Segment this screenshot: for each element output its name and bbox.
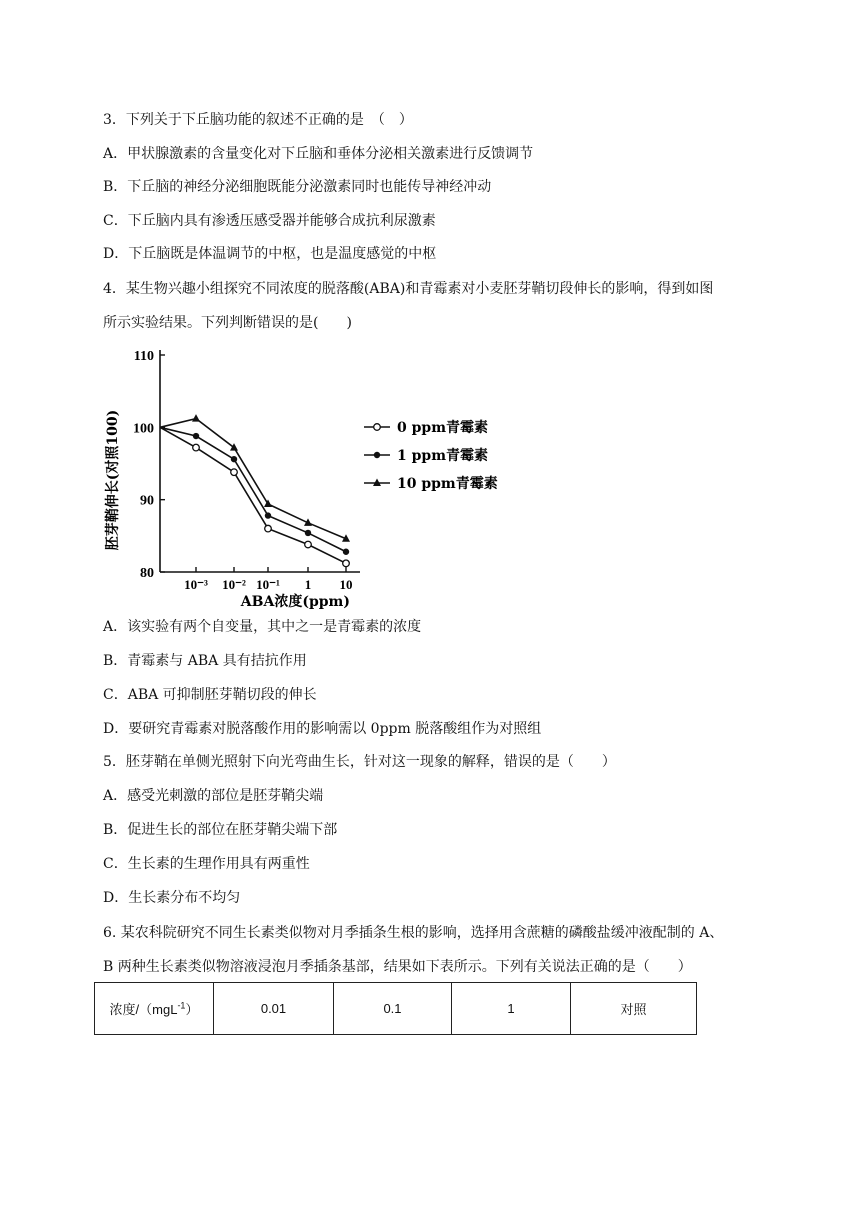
series-line [160, 419, 346, 539]
series-line [160, 427, 346, 551]
concentration-table [94, 982, 697, 1035]
q4-option-b: B．青霉素与 ABA 具有拮抗作用 [103, 653, 307, 669]
q5-option-d: D．生长素分布不均匀 [103, 890, 241, 906]
q6-stem-line2: B 两种生长素类似物溶液浸泡月季插条基部，结果如下表所示。下列有关说法正确的是（ ） [103, 959, 692, 975]
q4-option-a: A．该实验有两个自变量，其中之一是青霉素的浓度 [103, 619, 422, 635]
q3-option-d: D．下丘脑既是体温调节的中枢，也是温度感觉的中枢 [103, 246, 437, 262]
q4-option-d: D．要研究青霉素对脱落酸作用的影响需以 0ppm 脱落酸组作为对照组 [103, 721, 542, 737]
q5-option-b: B．促进生长的部位在胚芽鞘尖端下部 [103, 822, 338, 838]
q3-option-b: B．下丘脑的神经分泌细胞既能分泌激素同时也能传导神经冲动 [103, 179, 492, 195]
q3-option-c: C．下丘脑内具有渗透压感受器并能够合成抗利尿激素 [103, 213, 436, 229]
legend-label: 1 ppm青霉素 [397, 448, 489, 464]
y-tick-label: 80 [140, 566, 154, 581]
chart-legend [364, 419, 498, 492]
x-tick-label: 10 [339, 577, 353, 592]
data-point [192, 414, 200, 422]
x-tick-label: 10⁻¹ [256, 577, 280, 592]
data-point [193, 444, 200, 451]
data-point [305, 541, 312, 548]
data-point [230, 443, 238, 451]
x-tick-label: 1 [304, 577, 312, 592]
table-header-cell: 浓度/（mgL$^{-1}$） [95, 983, 214, 1035]
q6-stem-line1: 6. 某农科院研究不同生长素类似物对月季插条生根的影响，选择用含蔗糖的磷酸盐缓冲液配制的 A、 [103, 925, 724, 941]
x-axis-label: ABA浓度(ppm) [240, 594, 350, 610]
q5-stem: 5．胚芽鞘在单侧光照射下向光弯曲生长，针对这一现象的解释，错误的是（ ） [103, 754, 616, 770]
chart-series [160, 414, 350, 566]
data-point [265, 525, 272, 532]
q5-option-c: C．生长素的生理作用具有两重性 [103, 856, 310, 872]
series-1 [160, 427, 349, 555]
x-tick-label: 10⁻³ [184, 577, 208, 592]
q4-stem-line1: 4．某生物兴趣小组探究不同浓度的脱落酸(ABA)和青霉素对小麦胚芽鞘切段伸长的影响，得到如图 [103, 281, 714, 297]
data-point [343, 560, 350, 567]
series-0 [160, 427, 349, 566]
data-point [231, 456, 237, 462]
data-point [231, 469, 238, 476]
table-cell: 0.01 [214, 983, 334, 1035]
q4-stem-line2: 所示实验结果。下列判断错误的是( ) [103, 315, 352, 331]
q4-option-c: C．ABA 可抑制胚芽鞘切段的伸长 [103, 687, 317, 703]
x-tick-label: 10⁻² [222, 577, 246, 592]
table-cell: 0.1 [334, 983, 452, 1035]
y-axis-label: 胚芽鞘伸长(对照100) [105, 409, 121, 551]
table-cell: 1 [452, 983, 571, 1035]
legend-marker [374, 452, 380, 458]
series-line [160, 427, 346, 563]
q3-stem: 3．下列关于下丘脑功能的叙述不正确的是 （ ） [103, 112, 413, 128]
q3-option-a: A．甲状腺激素的含量变化对下丘脑和垂体分泌相关激素进行反馈调节 [103, 146, 534, 162]
legend-label: 10 ppm青霉素 [397, 476, 498, 492]
table-row [95, 983, 697, 1035]
chart-axes [133, 349, 360, 592]
table-cell: 对照 [571, 983, 697, 1035]
data-point [193, 433, 199, 439]
y-tick-label: 90 [140, 493, 154, 509]
series-2 [160, 414, 350, 542]
data-point [343, 549, 349, 555]
data-point [305, 530, 311, 536]
data-point [265, 512, 271, 518]
q5-option-a: A．感受光刺激的部位是胚芽鞘尖端 [103, 788, 324, 804]
y-tick-label: 100 [133, 421, 154, 437]
legend-marker [374, 424, 381, 431]
legend-label: 0 ppm青霉素 [397, 420, 489, 436]
y-tick-label: 110 [133, 349, 154, 364]
aba-penicillin-chart [98, 340, 518, 615]
